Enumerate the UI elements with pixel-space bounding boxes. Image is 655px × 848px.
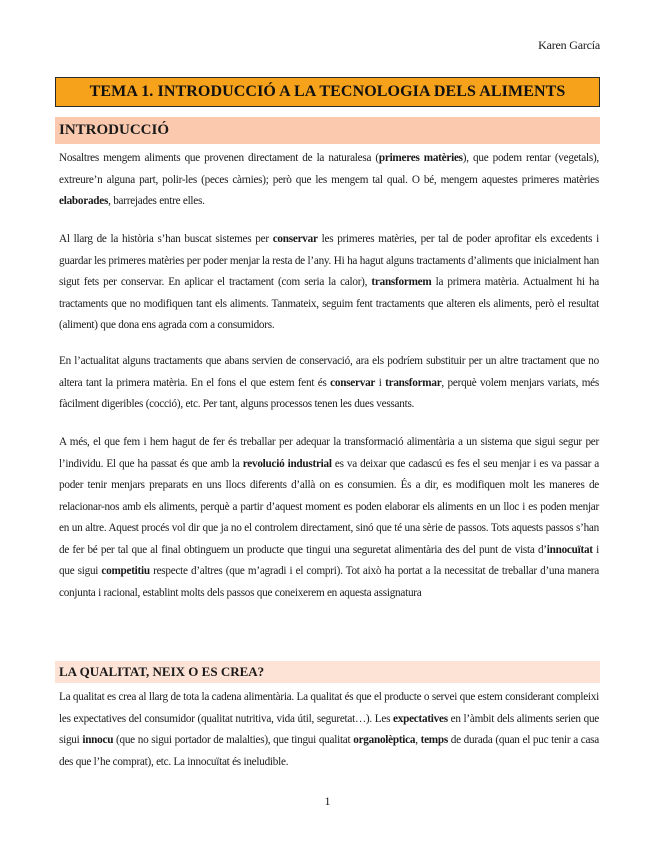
- header-author: Karen García: [538, 38, 600, 52]
- section-heading-introduccio: INTRODUCCIÓ: [55, 117, 600, 144]
- document-title: TEMA 1. INTRODUCCIÓ A LA TECNOLOGIA DELS ALIMENTS: [55, 77, 600, 107]
- paragraph-1: Nosaltres mengem aliments que provenen directament de la naturalesa (primeres matèries), que podem rentar (vegetals), extreure’n alguna part, polir-les (peces càrnies); però que les mengem tal qual. O bé, mengem aquestes primeres matèries elaborades, barrejades entre elles.: [59, 152, 599, 207]
- paragraph-3: En l’actualitat alguns tractaments que abans servien de conservació, ara els podríem substituir per un altre tractament que no altera tant la primera matèria. En el fons el que estem fent és conservar i transformar, perquè volem menjars variats, més fàcilment digeribles (cocció), etc. Per tant, alguns processos tenen les dues vessants.: [59, 355, 599, 410]
- paragraph-4: A més, el que fem i hem hagut de fer és treballar per adequar la transformació alimentària a un sistema que sigui segur per l’individu. El que ha passat és que amb la revolució industrial es va deixar que cadascú es fes el seu menjar i es va passar a poder tenir menjars preparats en uns llocs diferents d’allà on es consumien. És a dir, es modifiquen molt les maneres de relacionar-nos amb els aliments, perquè a partir d’aquest moment es poden elaborar els aliments en un lloc i es poden menjar en un altre. Aquest procés vol dir que ja no el controlem directament, sinó que té una sèrie de passos. Tots aquests passos s’han de fer bé per tal que al final obtinguem un producte que tingui una seguretat alimentària des del punt de vista d’innocuïtat i que sigui competitiu respecte d’altres (que m’agradi i el compri). Tot això ha portat a la necessitat de treballar d’una manera conjunta i racional, establint molts dels passos que coneixerem en aquesta assignatura: [59, 436, 599, 599]
- section-heading-qualitat: LA QUALITAT, NEIX O ES CREA?: [55, 661, 600, 683]
- paragraph-5: La qualitat es crea al llarg de tota la cadena alimentària. La qualitat és que el producte o servei que estem considerant compleixi les expectatives del consumidor (qualitat nutritiva, vida útil, seguretat…). Les expectatives en l’àmbit dels aliments serien que sigui innocu (que no sigui portador de malalties), que tingui qualitat organolèptica, temps de durada (quan el puc tenir a casa des que l’he comprat), etc. La innocuïtat és ineludible.: [59, 691, 599, 768]
- paragraph-2: Al llarg de la història s’han buscat sistemes per conservar les primeres matèries, per tal de poder aprofitar els excedents i guardar les primeres matèries per poder menjar la resta de l’any. Hi ha hagut alguns tractaments d’aliments que inicialment han sigut fets per conservar. En aplicar el tractament (com seria la calor), transformem la primera matèria. Actualment hi ha tractaments que no modifiquen tant els aliments. Tanmateix, seguim fent tractaments que alteren els aliments, però el resultat (aliment) que dona ens agrada com a consumidors.: [59, 233, 600, 331]
- page-number: 1: [324, 794, 331, 808]
